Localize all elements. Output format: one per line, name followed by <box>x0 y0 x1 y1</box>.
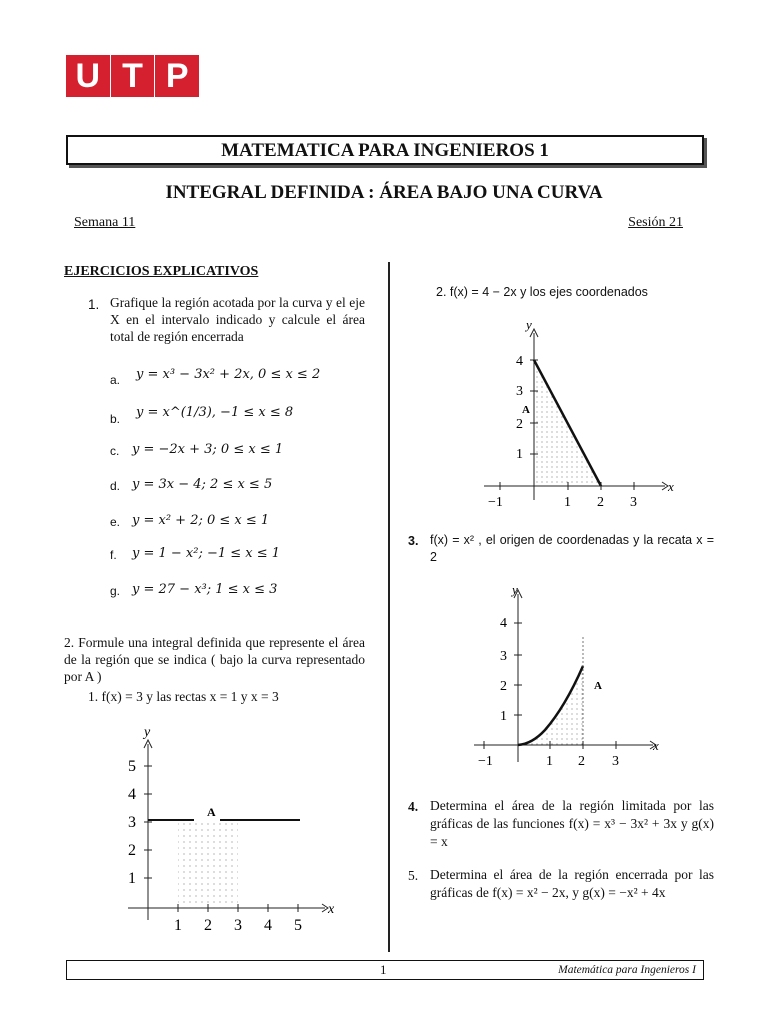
x-tick-3: 3 <box>612 754 619 769</box>
x-tick-neg1: −1 <box>488 495 503 510</box>
y-tick-2: 2 <box>516 417 523 432</box>
item-d-label: d. <box>110 479 121 493</box>
page-number: 1 <box>380 962 387 977</box>
item-a-expr: y = x³ − 3x² + 2x, 0 ≤ x ≤ 2 <box>136 367 321 382</box>
exercise-4-number: 4. <box>408 799 419 814</box>
item-e-expr: y = x² + 2; 0 ≤ x ≤ 1 <box>132 513 270 528</box>
y-tick-3: 3 <box>500 649 507 664</box>
page-title: INTEGRAL DEFINIDA : ÁREA BAJO UNA CURVA <box>165 182 603 203</box>
region-area <box>518 666 583 745</box>
item-b-label: b. <box>110 412 121 426</box>
y-tick-4: 4 <box>500 616 507 631</box>
y-tick-1: 1 <box>500 709 507 724</box>
x-tick-4: 4 <box>264 917 272 934</box>
region-label: A <box>594 680 602 692</box>
x-tick-labels <box>174 917 302 934</box>
y-tick-1: 1 <box>128 870 136 887</box>
region-label: A <box>522 404 530 416</box>
item-c-label: c. <box>110 444 120 458</box>
session-label: Sesión 21 <box>628 215 683 230</box>
graph-quadratic <box>470 582 670 772</box>
y-axis-label: y <box>526 317 532 332</box>
x-tick-3: 3 <box>234 917 242 934</box>
item-g-label: g. <box>110 584 121 598</box>
graph-f-constant <box>110 720 350 940</box>
x-tick-2: 2 <box>597 495 604 510</box>
exercise-5-text: Determina el área de la región encerrada por las gráficas de f(x) = x² − 2x, y g(x) = −x² + 4x <box>430 867 714 900</box>
logo-letter-u: U <box>66 55 110 97</box>
graph-linear <box>480 315 680 515</box>
region-label: A <box>207 805 216 819</box>
x-tick-2: 2 <box>204 917 212 934</box>
y-axis-label: y <box>144 725 151 740</box>
x-axis-label: x <box>328 902 335 917</box>
x-tick-2: 2 <box>578 754 585 769</box>
x-tick-1: 1 <box>564 495 571 510</box>
item-a-label: a. <box>110 373 121 387</box>
exercise-2-3-number: 3. <box>408 534 419 548</box>
exercise-4-text: Determina el área de la región limitada por las gráficas de las funciones f(x) = x³ − 3x² + 3x y g(x) = x <box>430 798 714 849</box>
utp-logo <box>66 55 200 97</box>
exercise-2-text: 2. Formule una integral definida que represente el área de la región que se indica ( bajo la curva representado por A ) <box>64 635 365 684</box>
y-tick-3: 3 <box>128 814 136 831</box>
exercise-1-number: 1. <box>88 297 100 312</box>
exercise-5-number: 5. <box>408 868 419 883</box>
x-tick-3: 3 <box>630 495 637 510</box>
column-divider <box>388 262 390 952</box>
region-area <box>178 820 238 908</box>
y-axis-label: y <box>512 582 518 597</box>
logo-letter-t: T <box>111 55 155 97</box>
exercise-2-3-text: f(x) = x² , el origen de coordenadas y la recata x = 2 <box>430 533 714 564</box>
item-g-expr: y = 27 − x³; 1 ≤ x ≤ 3 <box>132 582 278 597</box>
footer-course-name: Matemática para Ingenieros I <box>558 964 696 976</box>
x-tick-5: 5 <box>294 917 302 934</box>
y-tick-3: 3 <box>516 384 523 399</box>
exercise-1-text: Grafique la región acotada por la curva y el eje X en el intervalo indicado y calcule el área total de región encerrada <box>110 295 365 344</box>
y-tick-2: 2 <box>500 679 507 694</box>
section-title: EJERCICIOS EXPLICATIVOS <box>64 264 259 279</box>
exercise-2-1-text: 1. f(x) = 3 y las rectas x = 1 y x = 3 <box>88 689 279 704</box>
exercise-2-2-text: 2. f(x) = 4 − 2x y los ejes coordenados <box>436 285 648 299</box>
logo-letter-p: P <box>155 55 199 97</box>
item-f-label: f. <box>110 548 117 562</box>
y-tick-4: 4 <box>128 786 136 803</box>
item-d-expr: y = 3x − 4; 2 ≤ x ≤ 5 <box>132 477 273 492</box>
x-tick-neg1: −1 <box>478 754 493 769</box>
y-tick-5: 5 <box>128 758 136 775</box>
x-axis-label: x <box>653 738 659 753</box>
x-tick-1: 1 <box>174 917 182 934</box>
item-c-expr: y = −2x + 3; 0 ≤ x ≤ 1 <box>132 442 284 457</box>
x-tick-1: 1 <box>546 754 553 769</box>
x-axis-label: x <box>668 479 674 494</box>
y-tick-4: 4 <box>516 354 523 369</box>
course-title: MATEMATICA PARA INGENIEROS 1 <box>66 135 704 165</box>
item-b-expr: y = x^(1/3), −1 ≤ x ≤ 8 <box>136 405 294 420</box>
y-tick-1: 1 <box>516 447 523 462</box>
week-label: Semana 11 <box>74 215 136 230</box>
y-tick-2: 2 <box>128 842 136 859</box>
item-e-label: e. <box>110 515 121 529</box>
y-tick-labels <box>128 758 136 887</box>
item-f-expr: y = 1 − x²; −1 ≤ x ≤ 1 <box>132 546 281 561</box>
